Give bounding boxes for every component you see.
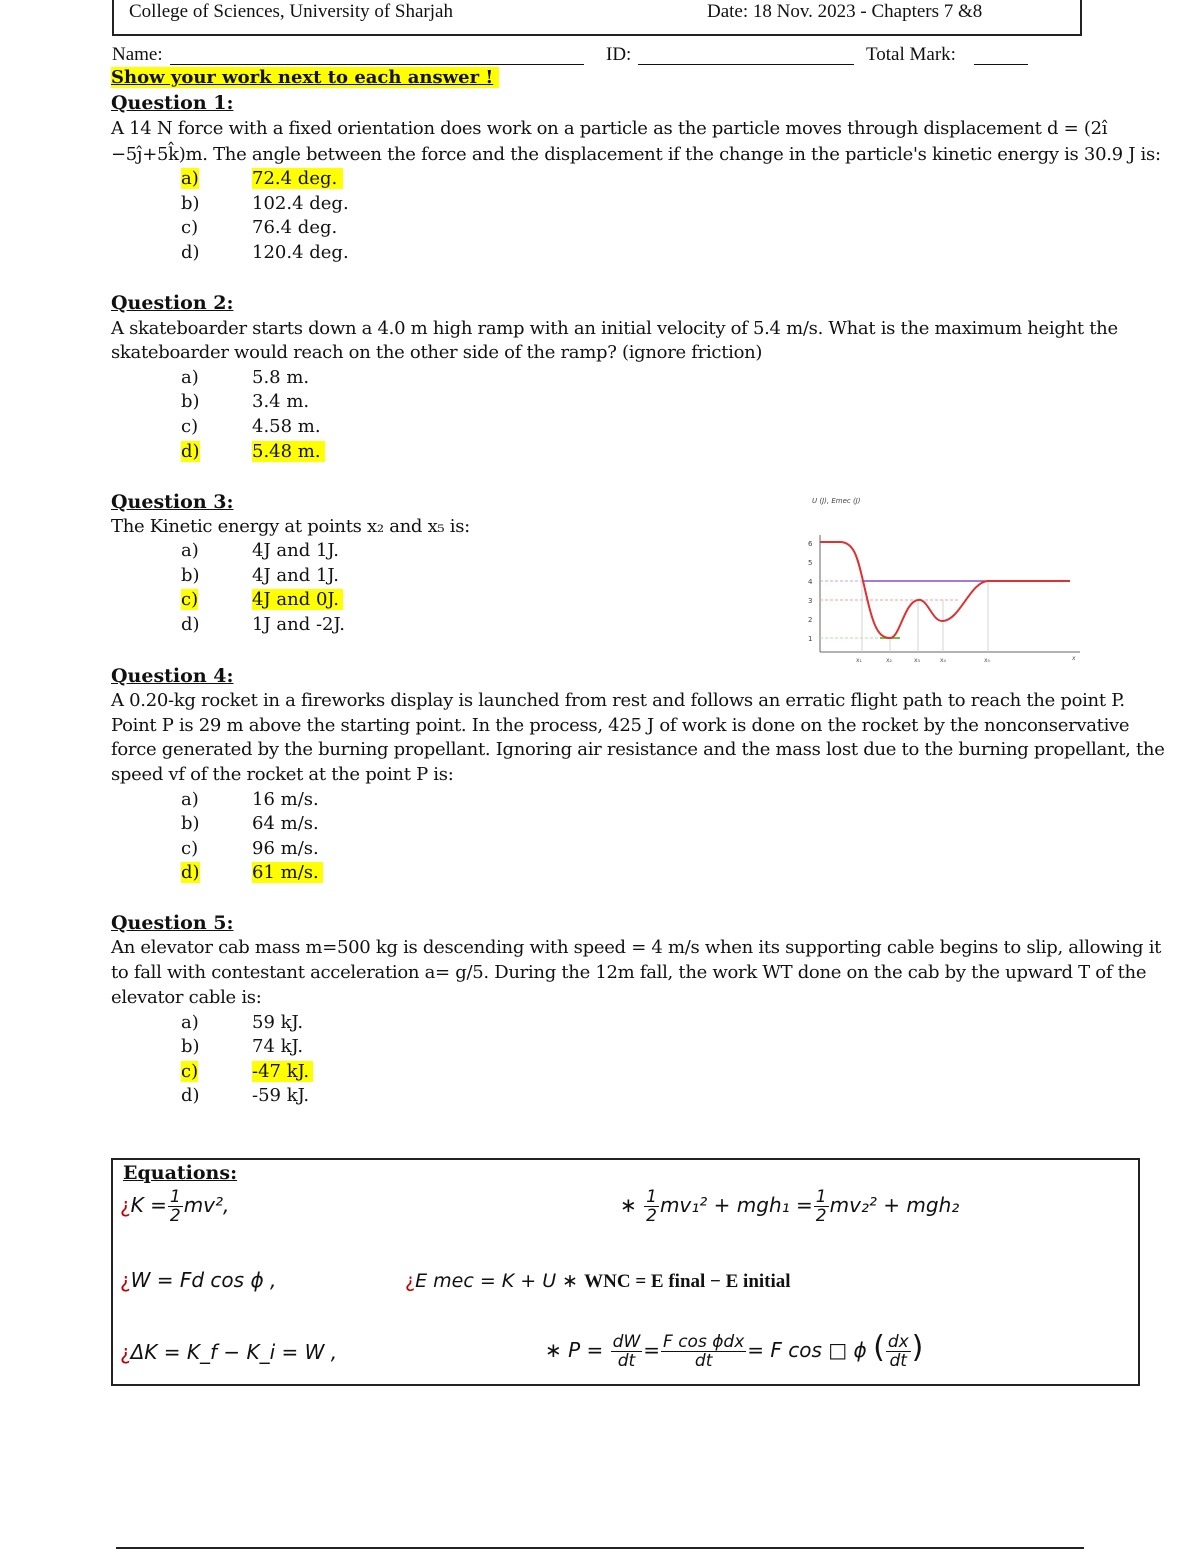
q5-option-a-text: 59 kJ. [252,1012,304,1033]
q3-option-b-letter: b) [181,565,200,586]
eq3-glyph: ¿ [120,1340,131,1364]
q2-option-d-text: 5.48 m. [252,441,325,462]
q3-option-a-letter: a) [181,540,199,561]
college-title: College of Sciences, University of Sharjah [129,1,453,22]
q2-option-a-letter: a) [181,367,199,388]
question-2-line-2: skateboarder would reach on the other side of the ramp? (ignore friction) [111,342,763,363]
question-3-title: Question 3: [111,491,234,513]
potential-energy-graph [800,490,1090,665]
total-mark-label: Total Mark: [866,44,956,65]
eq4-num-1: 1 [646,1187,657,1207]
x-axis-label: x [1072,655,1076,662]
question-2-title: Question 2: [111,292,234,314]
eq1-lhs: K = [130,1193,167,1217]
question-5-title: Question 5: [111,912,234,934]
eq6-star: ∗ P = [545,1338,604,1362]
q1-option-c-text: 76.4 deg. [252,217,338,238]
y-tick-4: 4 [808,578,813,586]
q1-option-a-text: 72.4 deg. [252,168,343,189]
q3-option-a-text: 4J and 1J. [252,540,339,561]
question-2-line-1: A skateboarder starts down a 4.0 m high ramp with an initial velocity of 5.4 m/s. What is the maximum height the [111,318,1118,339]
q2-option-b-letter: b) [181,391,200,412]
q4-option-c-letter: c) [181,838,199,859]
eq6-f1-num: dW [612,1332,641,1352]
instruction: Show your work next to each answer ! [111,67,499,88]
eq2-glyph: ¿ [120,1268,131,1292]
energy-conservation-equation [620,1188,959,1225]
potential-curve [820,542,1070,638]
q1-option-a-letter: a) [181,168,199,189]
eq2-text: W = Fd cos ϕ , [130,1268,277,1292]
eq4-den-1: 2 [646,1206,657,1226]
q2-option-c-letter: c) [181,416,199,437]
x-tick-3: x₃ [914,657,920,664]
x-tick-4: x₄ [940,657,946,664]
q1-option-b-text: 102.4 deg. [252,193,349,214]
q4-option-b-letter: b) [181,813,200,834]
y-tick-2: 2 [808,616,813,624]
eq6-tail: = F cos □ ϕ [747,1338,867,1362]
eq1-num: 1 [169,1187,181,1207]
id-label: ID: [606,44,632,65]
eq6-f2-den: dt [694,1351,713,1371]
name-field[interactable] [170,64,584,65]
question-4-line-3: force generated by the burning propellant. Ignoring air resistance and the mass lost due to the burning propellant, the [111,739,1165,760]
exam-date: Date: 18 Nov. 2023 - Chapters 7 &8 [707,1,983,22]
q3-option-c-text: 4J and 0J. [252,589,343,610]
q2-option-d-letter: d) [181,441,200,462]
question-4-title: Question 4: [111,665,234,687]
q2-option-b-text: 3.4 m. [252,391,310,412]
eq1-rhs: mv², [183,1193,230,1217]
graph-ylabel: U (J), Emec (J) [812,497,861,505]
q3-option-d-letter: d) [181,614,200,635]
eq6-f2-num: F cos ϕdx [663,1332,745,1352]
q1-option-d-text: 120.4 deg. [252,242,349,263]
q3-option-d-text: 1J and -2J. [252,614,346,635]
q5-option-d-text: -59 kJ. [252,1085,310,1106]
eq4-star: ∗ [620,1193,637,1217]
question-4-line-4: speed vf of the rocket at the point P is: [111,764,454,785]
q5-option-b-letter: b) [181,1036,200,1057]
x-tick-1: x₁ [856,657,862,664]
q5-option-d-letter: d) [181,1085,200,1106]
question-5-line-2: to fall with contestant acceleration a= g/5. During the 12m fall, the work WT done on the cab by the upward T of the [111,962,1147,983]
work-energy-theorem [120,1340,337,1364]
eq1-glyph: ¿ [120,1193,131,1217]
x-tick-2: x₂ [886,657,892,664]
eq4-b: mv₂² + mgh₂ [829,1193,960,1217]
q2-option-a-text: 5.8 m. [252,367,310,388]
y-tick-1: 1 [808,635,813,643]
eq4-den-2: 2 [815,1206,827,1226]
mechanical-energy-equation [405,1270,791,1293]
q3-option-b-text: 4J and 1J. [252,565,339,586]
equations-title: Equations: [123,1162,238,1184]
q4-option-b-text: 64 m/s. [252,813,319,834]
question-4-line-1: A 0.20-kg rocket in a fireworks display is launched from rest and follows an erratic flight path to reach the point P. [111,690,1125,711]
q1-option-d-letter: d) [181,242,200,263]
q1-option-b-letter: b) [181,193,200,214]
bottom-rule [116,1547,1084,1549]
q4-option-d-text: 61 m/s. [252,862,323,883]
eq4-num-2: 1 [815,1187,827,1207]
q5-option-a-letter: a) [181,1012,199,1033]
question-1-line-2: −5ĵ+5k̂)m. The angle between the force and the displacement if the change in the particle's kinetic energy is 30.9 J is: [111,144,1161,165]
question-5-line-3: elevator cable is: [111,987,262,1008]
eq1-den: 2 [169,1206,181,1226]
q4-option-d-letter: d) [181,862,200,883]
id-field[interactable] [638,64,854,65]
q4-option-a-text: 16 m/s. [252,789,319,810]
y-tick-5: 5 [808,559,813,567]
question-4-line-2: Point P is 29 m above the starting point. In the process, 425 J of work is done on the rocket by the nonconservative [111,715,1130,736]
eq6-f3-den: dt [889,1351,907,1371]
q2-option-c-text: 4.58 m. [252,416,321,437]
power-equation: ∗ P = $\frac{dW}{dt}$ = $\frac{\text{F cos ϕdx}}{dt}$ = F cos □ ϕ ( $\frac{dx}{dt}$ ) [545,1330,924,1371]
q3-option-c-letter: c) [181,589,199,610]
x-tick-5: x₅ [984,657,990,664]
eq6-f1-den: dt [617,1351,636,1371]
q5-option-c-text: -47 kJ. [252,1061,313,1082]
y-tick-6: 6 [808,540,813,548]
question-1-line-1: A 14 N force with a fixed orientation does work on a particle as the particle moves through displacement d = (2î [111,118,1108,139]
eq4-a: mv₁² + mgh₁ = [659,1193,813,1217]
kinetic-energy-equation [120,1188,229,1225]
question-1-title: Question 1: [111,92,234,114]
q5-option-c-letter: c) [181,1061,199,1082]
eq5-bold: WNC = E final − E initial [584,1271,791,1292]
q4-option-a-letter: a) [181,789,199,810]
question-3-line-1: The Kinetic energy at points x₂ and x₅ is: [111,516,470,537]
eq6-f3-num: dx [887,1332,909,1352]
question-5-line-1: An elevator cab mass m=500 kg is descending with speed = 4 m/s when its supporting cable begins to slip, allowing it [111,937,1162,958]
eq5-text: E mec = K + U ∗ [415,1270,579,1292]
total-mark-field[interactable] [974,64,1028,65]
y-tick-3: 3 [808,597,813,605]
eq3-text: ΔK = K_f − K_i = W , [130,1340,338,1364]
eq5-glyph: ¿ [405,1270,416,1292]
name-label: Name: [112,44,163,65]
work-equation [120,1268,276,1292]
q4-option-c-text: 96 m/s. [252,838,319,859]
q1-option-c-letter: c) [181,217,199,238]
q5-option-b-text: 74 kJ. [252,1036,304,1057]
